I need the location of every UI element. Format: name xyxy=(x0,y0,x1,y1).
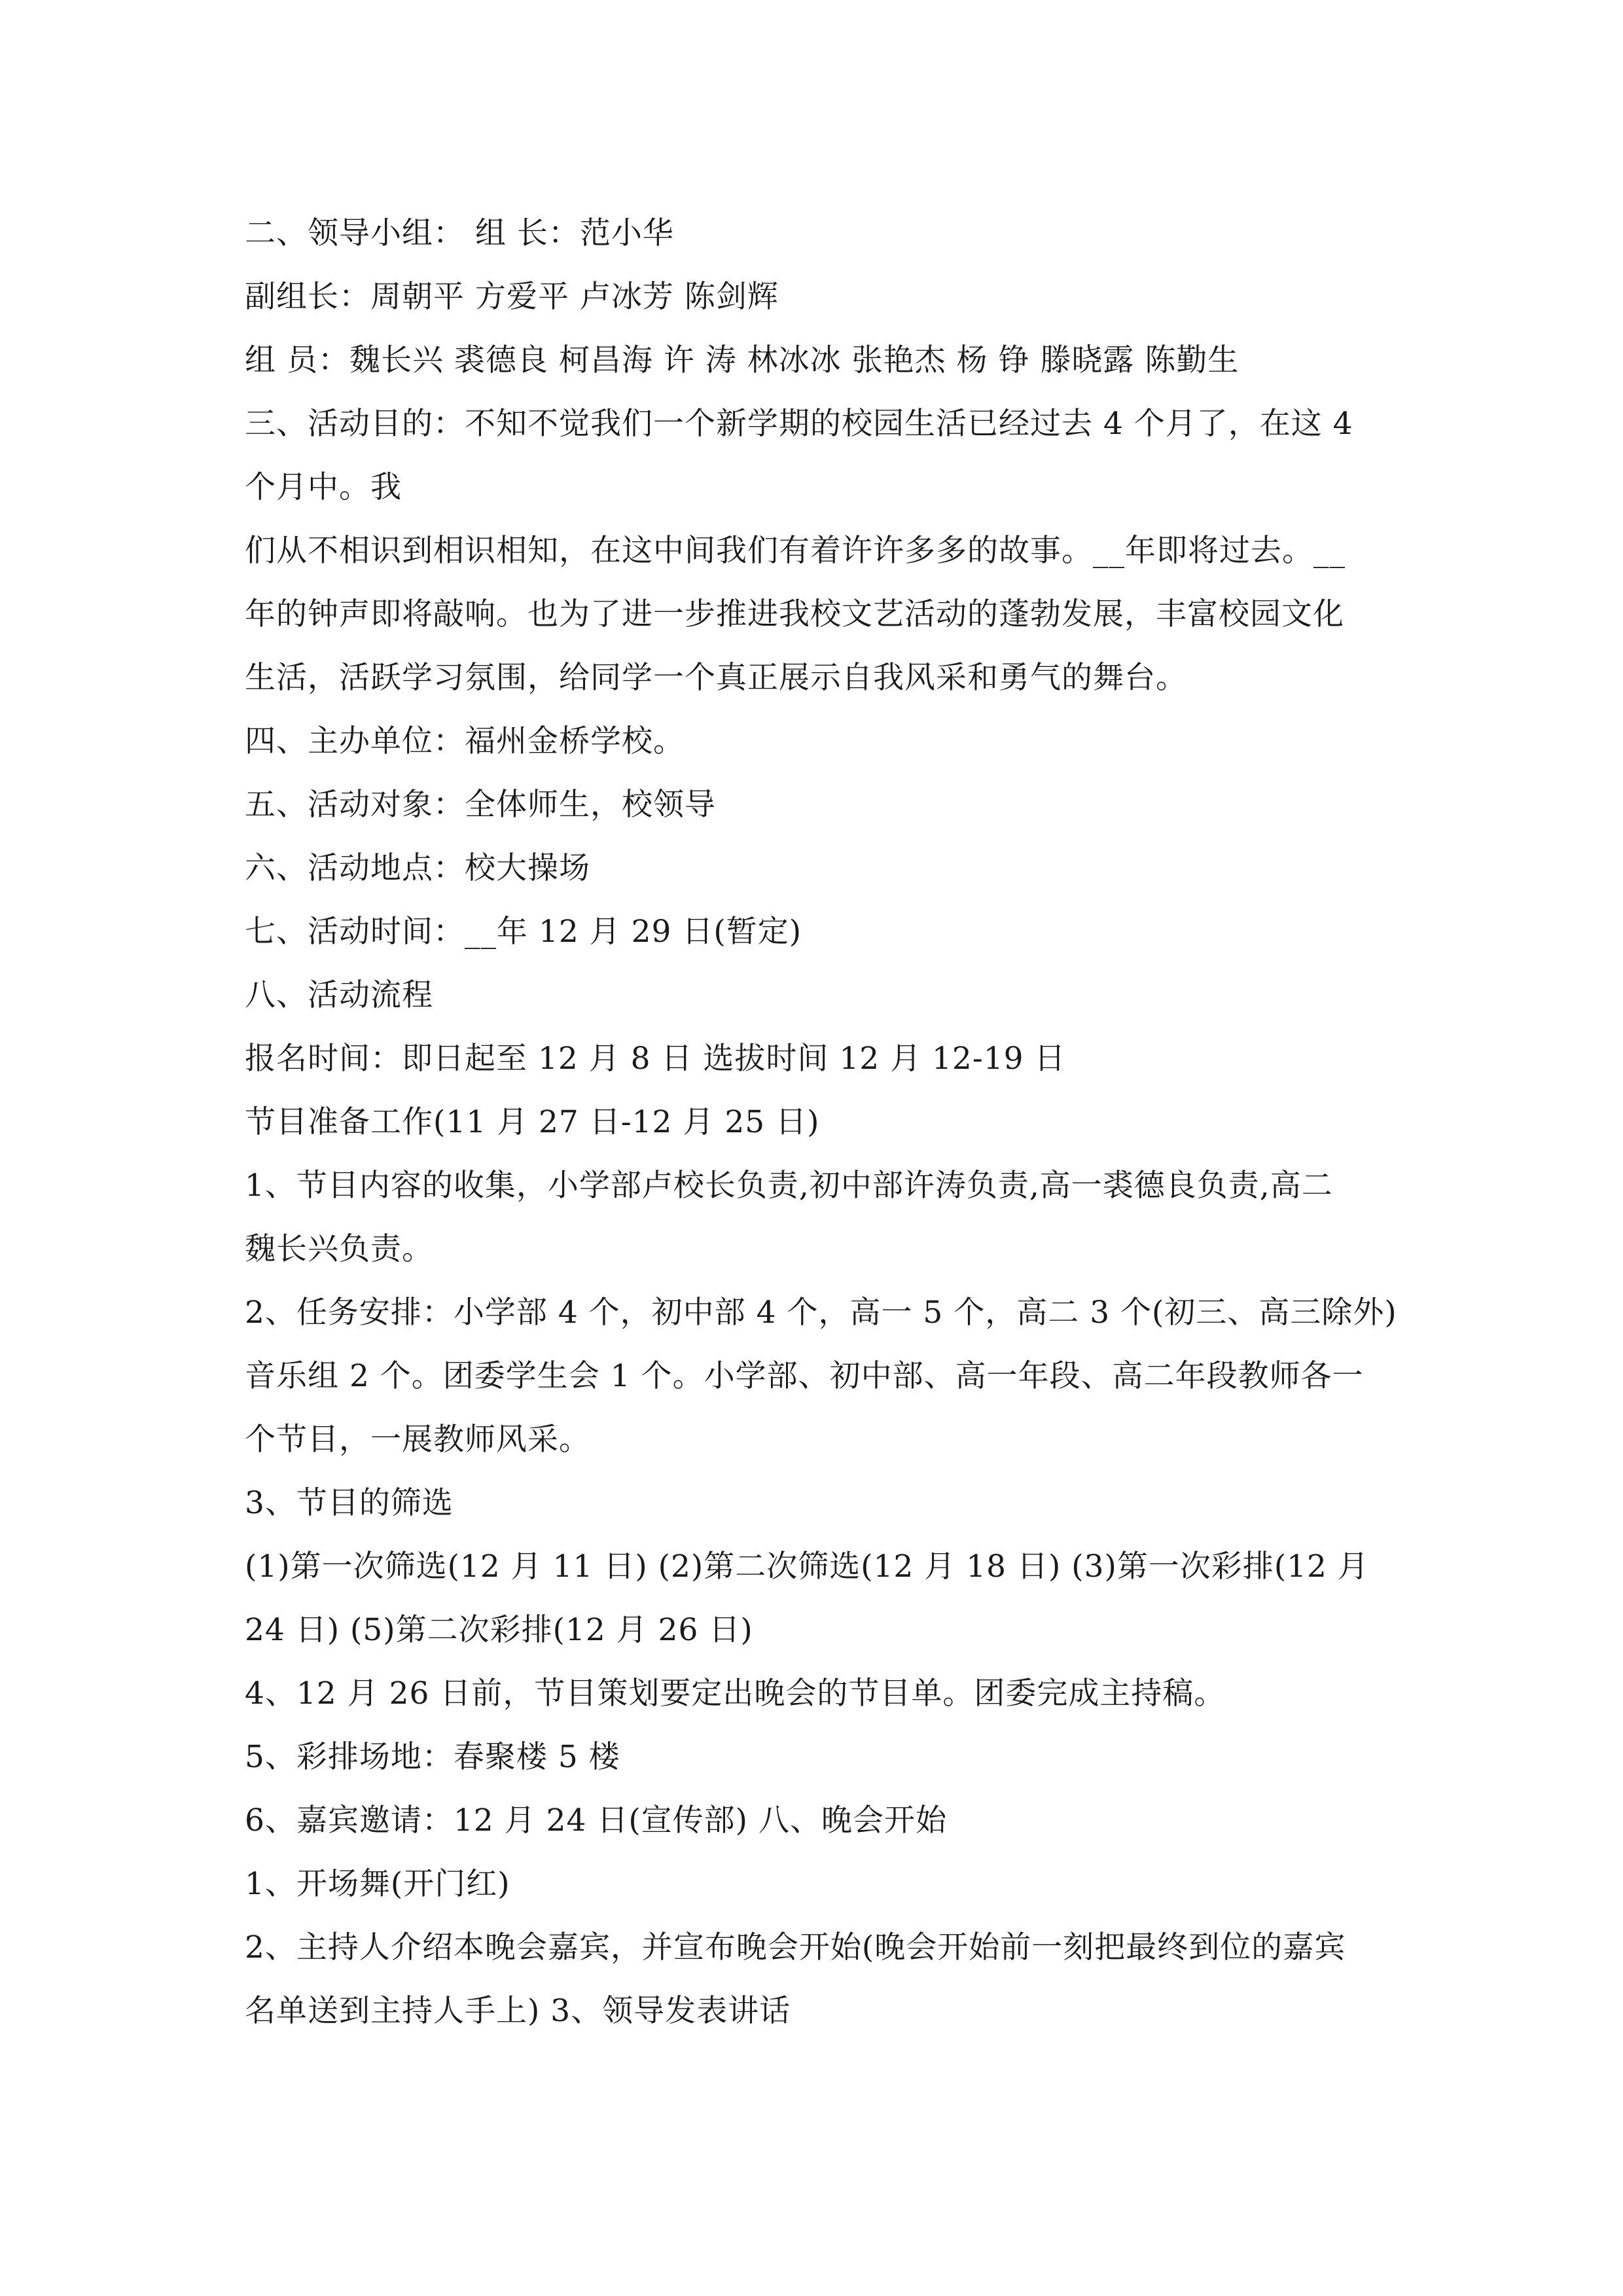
text-line: 魏长兴负责。 xyxy=(245,1231,433,1267)
text-line: 名单送到主持人手上) 3、领导发表讲话 xyxy=(245,1993,791,2029)
text-line: 六、活动地点：校大操场 xyxy=(245,850,590,886)
text-line: 1、开场舞(开门红) xyxy=(245,1866,510,1902)
text-line: 2、主持人介绍本晚会嘉宾，并宣布晚会开始(晚会开始前一刻把最终到位的嘉宾 xyxy=(245,1929,1346,1965)
text-line: 副组长：周朝平 方爱平 卢冰芳 陈剑辉 xyxy=(245,279,779,315)
text-line: 4、12 月 26 日前，节目策划要定出晚会的节目单。团委完成主持稿。 xyxy=(245,1676,1226,1712)
text-line: 报名时间：即日起至 12 月 8 日 选拔时间 12 月 12-19 日 xyxy=(245,1041,1066,1077)
text-line: 3、节目的筛选 xyxy=(245,1485,454,1521)
text-line: 二、领导小组： 组 长：范小华 xyxy=(245,215,674,251)
text-line: 6、嘉宾邀请：12 月 24 日(宣传部) 八、晚会开始 xyxy=(245,1803,947,1839)
text-line: 三、活动目的：不知不觉我们一个新学期的校园生活已经过去 4 个月了，在这 4 xyxy=(245,406,1353,442)
text-line: 个月中。我 xyxy=(245,469,402,505)
text-line: 2、任务安排：小学部 4 个，初中部 4 个，高一 5 个，高二 3 个(初三、高三除外) xyxy=(245,1295,1397,1331)
text-line: 们从不相识到相识相知，在这中间我们有着许许多多的故事。__年即将过去。__ xyxy=(245,533,1346,569)
text-line: 年的钟声即将敲响。也为了进一步推进我校文艺活动的蓬勃发展，丰富校园文化 xyxy=(245,596,1344,632)
text-line: 节目准备工作(11 月 27 日-12 月 25 日) xyxy=(245,1104,820,1140)
text-line: 24 日) (5)第二次彩排(12 月 26 日) xyxy=(245,1612,753,1648)
text-line: 七、活动时间：__年 12 月 29 日(暂定) xyxy=(245,914,802,950)
text-line: 音乐组 2 个。团委学生会 1 个。小学部、初中部、高一年段、高二年段教师各一 xyxy=(245,1358,1364,1394)
text-line: 八、活动流程 xyxy=(245,977,433,1013)
text-line: 5、彩排场地：春聚楼 5 楼 xyxy=(245,1739,620,1775)
text-line: 五、活动对象：全体师生，校领导 xyxy=(245,787,716,823)
document-body xyxy=(245,202,1397,2043)
text-line: 生活，活跃学习氛围，给同学一个真正展示自我风采和勇气的舞台。 xyxy=(245,660,1187,696)
text-line: (1)第一次筛选(12 月 11 日) (2)第二次筛选(12 月 18 日) (3)第一次彩排(12 月 xyxy=(245,1549,1369,1585)
text-line: 四、主办单位：福州金桥学校。 xyxy=(245,723,685,759)
text-line: 1、节目内容的收集，小学部卢校长负责,初中部许涛负责,高一裘德良负责,高二 xyxy=(245,1168,1333,1204)
text-line: 组 员：魏长兴 裘德良 柯昌海 许 涛 林冰冰 张艳杰 杨 铮 滕晓露 陈勤生 xyxy=(245,342,1240,378)
text-line: 个节目，一展教师风采。 xyxy=(245,1422,590,1458)
